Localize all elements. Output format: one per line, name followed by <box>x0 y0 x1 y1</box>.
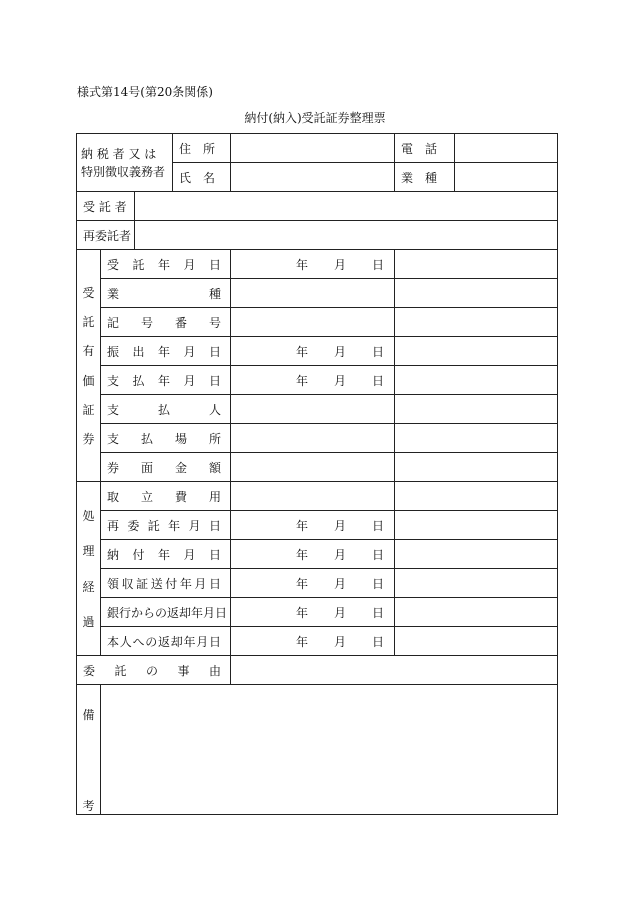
process-item-label <box>101 540 231 569</box>
process-row <box>77 569 558 598</box>
remarks-row <box>77 685 558 815</box>
remarks-label-char: 考 <box>82 798 95 813</box>
label-char: 日 <box>208 518 221 533</box>
phone-label: 電 話 <box>401 141 438 156</box>
label-char: 領 <box>107 576 120 591</box>
re-trustee-label: 再委託者 <box>83 228 132 243</box>
label-char: 立 <box>141 489 154 504</box>
remarks-label-cell <box>77 685 101 815</box>
label-char: 収 <box>121 576 134 591</box>
label-char: 月 <box>183 547 196 562</box>
date-part: 日 <box>372 547 385 562</box>
date-part: 月 <box>334 547 347 562</box>
taxpayer-label-line1: 納 税 者 又 は <box>81 146 157 161</box>
label-char: 再 <box>107 518 120 533</box>
date-part: 年 <box>296 576 309 591</box>
date-part: 月 <box>334 518 347 533</box>
securities-row <box>77 366 558 395</box>
securities-group-label <box>77 250 101 482</box>
process-item-note[interactable] <box>395 569 558 598</box>
label-char: 金 <box>175 460 188 475</box>
label-char: 番 <box>175 315 188 330</box>
re-trustee-field[interactable] <box>135 221 558 250</box>
securities-item-label <box>101 250 231 279</box>
securities-item-note[interactable] <box>395 366 558 395</box>
process-item-value[interactable] <box>231 511 395 540</box>
date-value[interactable] <box>231 604 394 621</box>
securities-row <box>77 308 558 337</box>
label-char: 却 <box>170 634 183 649</box>
label-char: 年 <box>183 634 196 649</box>
date-part: 年 <box>296 518 309 533</box>
label-char: 委 <box>127 518 140 533</box>
group-label-char: 受 <box>82 286 95 301</box>
process-group-label <box>77 482 101 656</box>
group-label-char: 経 <box>82 579 95 594</box>
address-label: 住 所 <box>179 141 216 156</box>
label-char: 月 <box>183 257 196 272</box>
label-char: 出 <box>132 344 145 359</box>
label-char: 納 <box>107 547 120 562</box>
reason-row <box>77 656 558 685</box>
date-part: 日 <box>372 518 385 533</box>
name-field[interactable] <box>231 163 395 192</box>
process-item-note[interactable] <box>395 540 558 569</box>
remarks-field[interactable] <box>101 685 558 815</box>
group-label-char: 証 <box>82 402 95 417</box>
date-part: 月 <box>334 373 347 388</box>
taxpayer-label-cell <box>77 134 173 192</box>
phone-field[interactable] <box>455 134 558 163</box>
date-value[interactable] <box>231 546 394 563</box>
process-item-label <box>101 627 231 656</box>
securities-item-label <box>101 366 231 395</box>
process-item-value[interactable] <box>231 540 395 569</box>
label-char: 人 <box>119 634 132 649</box>
process-row <box>77 598 558 627</box>
label-char: 号 <box>141 315 154 330</box>
process-row <box>77 482 558 511</box>
label-char: 面 <box>141 460 154 475</box>
label-char: の <box>145 634 158 649</box>
label-char: 人 <box>209 402 222 417</box>
date-part: 年 <box>296 634 309 649</box>
label-char: 託 <box>132 257 145 272</box>
securities-item-note[interactable] <box>395 395 558 424</box>
date-part: 年 <box>296 257 309 272</box>
label-char: の <box>146 663 159 678</box>
remarks-label-char: 備 <box>82 707 95 722</box>
label-char: 日 <box>209 257 222 272</box>
securities-item-label <box>101 395 231 424</box>
date-part: 日 <box>372 576 385 591</box>
securities-row <box>77 453 558 482</box>
label-char: 業 <box>107 286 120 301</box>
phone-label-cell <box>395 134 455 163</box>
label-char: 託 <box>147 518 160 533</box>
label-char: 記 <box>107 315 120 330</box>
date-value[interactable] <box>231 343 394 360</box>
process-item-label <box>101 511 231 540</box>
securities-item-value[interactable] <box>231 453 395 482</box>
securities-row <box>77 395 558 424</box>
date-part: 月 <box>334 576 347 591</box>
group-label-char: 券 <box>82 431 95 446</box>
group-label-char: 理 <box>82 544 95 559</box>
process-item-note[interactable] <box>395 511 558 540</box>
securities-row <box>77 337 558 366</box>
business-field[interactable] <box>455 163 558 192</box>
securities-item-value[interactable] <box>231 279 395 308</box>
label-char: 証 <box>136 576 149 591</box>
date-value[interactable] <box>231 256 394 273</box>
process-item-note[interactable] <box>395 627 558 656</box>
trustee-label-cell <box>77 192 135 221</box>
group-label-char: 託 <box>82 315 95 330</box>
trustee-row <box>77 192 558 221</box>
trustee-label: 受 託 者 <box>83 199 127 214</box>
label-char: 払 <box>132 373 145 388</box>
business-label: 業 種 <box>401 170 438 185</box>
label-char: 日 <box>209 373 222 388</box>
date-part: 月 <box>334 634 347 649</box>
securities-item-note[interactable] <box>395 453 558 482</box>
label-char: 種 <box>209 286 222 301</box>
label-char: 年 <box>158 257 171 272</box>
reason-field[interactable] <box>231 656 558 685</box>
process-row <box>77 540 558 569</box>
label-char: 日 <box>209 634 222 649</box>
date-part: 年 <box>296 344 309 359</box>
name-label: 氏 名 <box>179 170 216 185</box>
label-char: 本 <box>107 634 120 649</box>
securities-row <box>77 424 558 453</box>
label-char: 日 <box>209 547 222 562</box>
securities-item-note[interactable] <box>395 337 558 366</box>
securities-item-value[interactable] <box>231 250 395 279</box>
group-label-char: 処 <box>82 509 95 524</box>
date-part: 年 <box>296 547 309 562</box>
label-char: 送 <box>150 576 163 591</box>
label-char: 年 <box>168 518 181 533</box>
re-trustee-row <box>77 221 558 250</box>
group-label-char: 有 <box>82 344 95 359</box>
securities-row <box>77 250 558 279</box>
process-item-note[interactable] <box>395 482 558 511</box>
label-char: 支 <box>107 402 120 417</box>
process-item-label <box>101 482 231 511</box>
label-char: 委 <box>83 663 96 678</box>
address-label-cell <box>173 134 231 163</box>
label-char: 支 <box>107 431 120 446</box>
trustee-field[interactable] <box>135 192 558 221</box>
securities-register-form <box>76 133 558 815</box>
label-char: 年 <box>179 576 192 591</box>
business-label-cell <box>395 163 455 192</box>
securities-item-label <box>101 424 231 453</box>
form-number-caption: 様式第14号(第20条関係) <box>77 85 213 99</box>
date-value[interactable] <box>231 575 394 592</box>
label-char: 額 <box>209 460 222 475</box>
securities-item-label <box>101 308 231 337</box>
label-char: 月 <box>188 518 201 533</box>
date-part: 月 <box>334 257 347 272</box>
label-char: 券 <box>107 460 120 475</box>
securities-item-label <box>101 337 231 366</box>
label-char: 付 <box>165 576 178 591</box>
date-value[interactable] <box>231 633 394 650</box>
label-char: 費 <box>175 489 188 504</box>
date-part: 日 <box>372 634 385 649</box>
label-char: 払 <box>141 431 154 446</box>
label-char: 日 <box>208 576 221 591</box>
reason-label-cell <box>77 656 231 685</box>
label-char: 号 <box>209 315 222 330</box>
label-char: 月 <box>183 344 196 359</box>
label-char: 受 <box>107 257 120 272</box>
process-item-label <box>101 569 231 598</box>
date-part: 年 <box>296 605 309 620</box>
securities-item-value[interactable] <box>231 395 395 424</box>
label-char: 月 <box>196 634 209 649</box>
date-value[interactable] <box>231 517 394 534</box>
securities-item-label <box>101 279 231 308</box>
label-char: へ <box>132 634 145 649</box>
date-part: 年 <box>296 373 309 388</box>
re-trustee-label-cell <box>77 221 135 250</box>
date-part: 日 <box>372 257 385 272</box>
date-part: 日 <box>372 605 385 620</box>
group-label-char: 価 <box>82 373 95 388</box>
securities-item-value[interactable] <box>231 337 395 366</box>
securities-item-note[interactable] <box>395 424 558 453</box>
label-char: 支 <box>107 373 120 388</box>
date-value[interactable] <box>231 372 394 389</box>
label-char: 用 <box>209 489 222 504</box>
label-char: 年 <box>158 547 171 562</box>
process-item-value[interactable] <box>231 627 395 656</box>
process-row <box>77 511 558 540</box>
date-part: 日 <box>372 344 385 359</box>
process-item-value[interactable] <box>231 569 395 598</box>
process-item-label <box>101 598 231 627</box>
securities-item-value[interactable] <box>231 424 395 453</box>
securities-item-value[interactable] <box>231 366 395 395</box>
process-row <box>77 627 558 656</box>
process-item-note[interactable] <box>395 598 558 627</box>
label-char: 事 <box>177 663 190 678</box>
taxpayer-address-row <box>77 134 558 163</box>
date-part: 日 <box>372 373 385 388</box>
securities-row <box>77 279 558 308</box>
address-field[interactable] <box>231 134 395 163</box>
process-item-value[interactable] <box>231 598 395 627</box>
securities-item-note[interactable] <box>395 279 558 308</box>
securities-item-note[interactable] <box>395 250 558 279</box>
name-label-cell <box>173 163 231 192</box>
group-label-char: 過 <box>82 614 95 629</box>
date-part: 月 <box>334 605 347 620</box>
label-char: 年 <box>158 344 171 359</box>
process-item-value[interactable] <box>231 482 395 511</box>
label-char: 年 <box>158 373 171 388</box>
label-char: 月 <box>183 373 196 388</box>
label-char: 日 <box>209 344 222 359</box>
label-char: 託 <box>114 663 127 678</box>
label-char: 取 <box>107 489 120 504</box>
securities-item-note[interactable] <box>395 308 558 337</box>
label-char: 場 <box>175 431 188 446</box>
securities-item-label <box>101 453 231 482</box>
label-char: 月 <box>194 576 207 591</box>
securities-item-value[interactable] <box>231 308 395 337</box>
label-char: 所 <box>209 431 222 446</box>
label-char: 振 <box>107 344 120 359</box>
label-char: 払 <box>158 402 171 417</box>
date-part: 月 <box>334 344 347 359</box>
label-char: 由 <box>209 663 222 678</box>
label-char: 銀行からの返却年月日 <box>107 605 228 620</box>
taxpayer-label-line2: 特別徴収義務者 <box>81 164 166 179</box>
label-char: 付 <box>132 547 145 562</box>
label-char: 返 <box>158 634 171 649</box>
form-title: 納付(納入)受託証券整理票 <box>244 111 386 125</box>
